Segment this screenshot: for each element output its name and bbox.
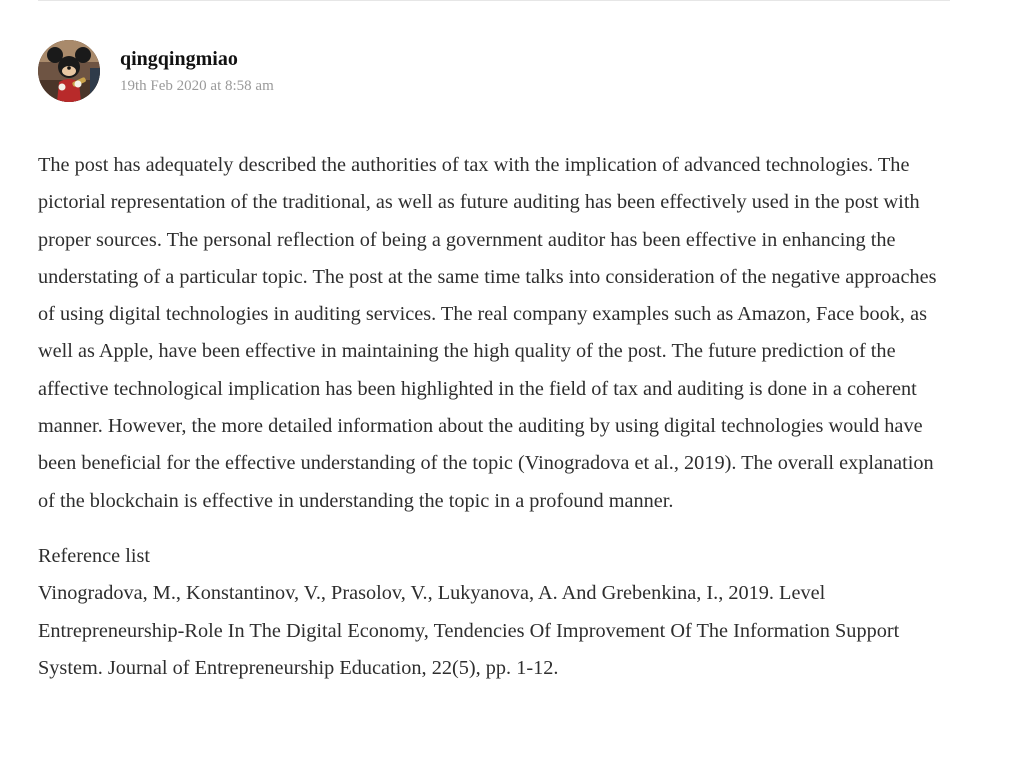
avatar[interactable] — [38, 40, 100, 102]
comment-timestamp[interactable]: 19th Feb 2020 at 8:58 am — [120, 78, 274, 94]
comment-text: The post has adequately described the authorities of tax with the implication of advanced technologies. The pictorial representation of the traditional, as well as future auditing has been effectively used in the post with proper sources. The personal reflection of being a government auditor has been effective in enhancing the understating of a particular topic. The post at the same time talks into consideration of the negative approaches of using digital technologies in auditing services. The real company examples such as Amazon, Face book, as well as Apple, have been effective in maintaining the high quality of the post. The future prediction of the affective technological implication has been highlighted in the field of tax and auditing is done in a coherent manner. However, the more detailed information about the auditing by using digital technologies would have been beneficial for the effective understanding of the topic (Vinogradova et al., 2019). The overall explanation of the blockchain is effective in understanding the topic in a profound manner. — [38, 154, 937, 512]
reference-heading: Reference list — [38, 544, 151, 567]
top-divider — [38, 0, 950, 1]
author-name[interactable]: qingqingmiao — [120, 48, 238, 70]
comment-header — [38, 40, 958, 102]
comment-meta — [120, 45, 274, 97]
mickey-mouse-avatar-icon — [38, 40, 100, 102]
comment — [38, 40, 958, 687]
comment-body — [38, 147, 953, 687]
reference-entry: Vinogradova, M., Konstantinov, V., Prasolov, V., Lukyanova, A. And Grebenkina, I., 2019. Level Entrepreneurship-Role In The Digital Economy, Tendencies Of Improvement Of The Information Support System. Journal of Entrepreneurship Education, 22(5), pp. 1-12. — [38, 582, 900, 679]
reference-section — [38, 538, 953, 687]
